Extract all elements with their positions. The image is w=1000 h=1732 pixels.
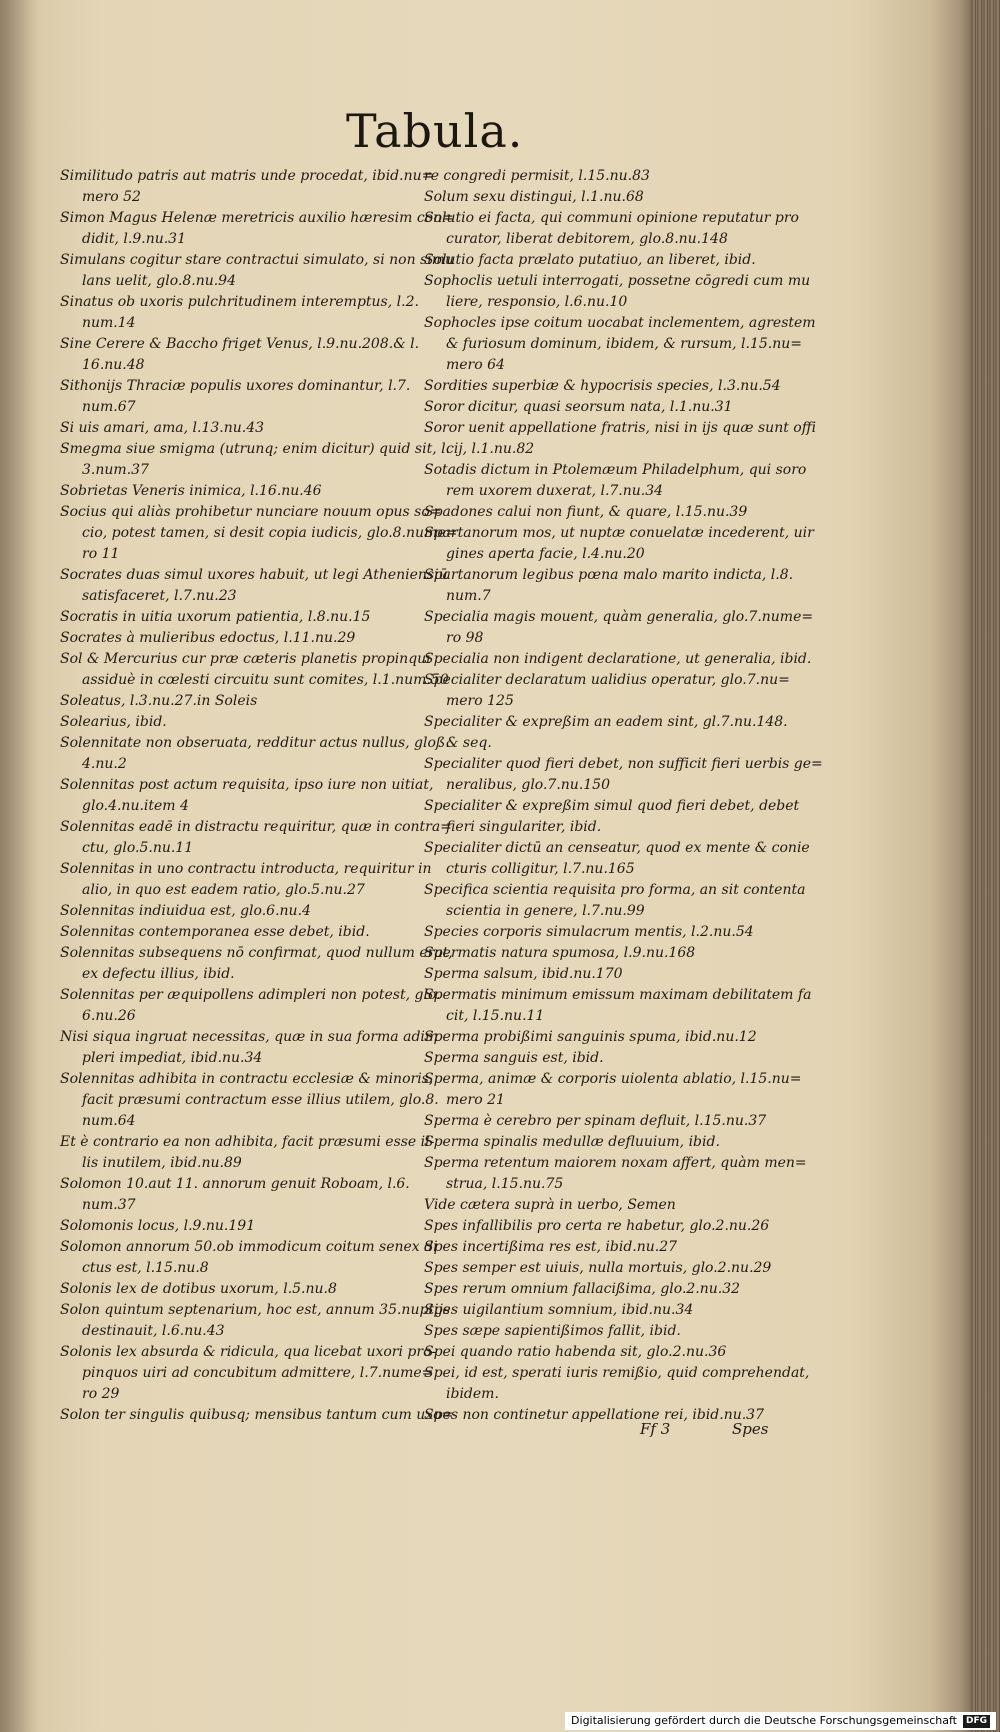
index-entry: [60, 691, 438, 712]
index-entry-line: 6.nu.26: [82, 1008, 136, 1024]
index-entry: [60, 439, 451, 481]
index-entry-line: ex defectu illius, ibid.: [82, 966, 235, 982]
index-entry: [424, 502, 772, 523]
index-column-right: [424, 166, 823, 1426]
index-entry: [424, 565, 794, 607]
index-entry: [424, 1153, 807, 1195]
index-entry-line: Specialia non indigent declaratione, ut generalia, ibid.: [424, 651, 812, 667]
index-entry-line: curator, liberat debitorem, glo.8.nu.148: [446, 231, 728, 247]
index-entry: [60, 1300, 451, 1342]
index-entry: [424, 1237, 772, 1258]
index-entry: [424, 1195, 772, 1216]
index-entry: [60, 166, 438, 208]
index-entry-line: Sperma sanguis est, ibid.: [424, 1050, 604, 1066]
dfg-logo: DFG: [963, 1715, 990, 1728]
index-entry-line: ibidem.: [446, 1386, 499, 1402]
index-entry-line: ctus est, l.15.nu.8: [82, 1260, 209, 1276]
index-entry: [424, 1111, 772, 1132]
index-entry: [424, 796, 800, 838]
index-entry: [424, 1363, 810, 1405]
index-entry-line: Sperma salsum, ibid.nu.170: [424, 966, 623, 982]
index-entry: [424, 250, 772, 271]
index-entry: [60, 1069, 438, 1132]
index-entry: [424, 166, 772, 187]
index-entry: [60, 565, 448, 607]
index-entry: [60, 733, 450, 775]
index-entry: [424, 670, 790, 712]
index-entry-line: Spei quando ratio habenda sit, glo.2.nu.36: [424, 1344, 727, 1360]
index-entry-line: Solennitate non obseruata, redditur actus nullus, gloß.: [60, 735, 450, 751]
index-entry-line: num.14: [82, 315, 136, 331]
index-entry-line: Solennitas per æquipollens adimpleri non potest, glo.: [60, 987, 441, 1003]
index-entry: [424, 964, 772, 985]
index-entry: [424, 1321, 772, 1342]
index-entry-line: Specialiter & expreßim simul quod fieri debet, debet: [424, 798, 800, 814]
index-entry: [60, 901, 438, 922]
index-entry-line: gines aperta facie, l.4.nu.20: [446, 546, 645, 562]
index-entry-line: Similitudo patris aut matris unde procedat, ibid.nu=: [60, 168, 434, 184]
index-entry-line: Socrates à mulieribus edoctus, l.11.nu.29: [60, 630, 356, 646]
index-entry-line: mero 125: [446, 693, 514, 709]
index-entry: [60, 712, 438, 733]
index-entry: [424, 1216, 772, 1237]
index-entry-line: mero 64: [446, 357, 505, 373]
index-entry: [424, 649, 812, 670]
index-entry: [60, 1342, 438, 1405]
index-entry-line: neralibus, glo.7.nu.150: [446, 777, 610, 793]
index-entry-line: Vide cætera suprà in uerbo, Semen: [424, 1197, 676, 1213]
index-entry: [424, 985, 812, 1027]
index-entry-line: scientia in genere, l.7.nu.99: [446, 903, 645, 919]
index-entry-line: liere, responsio, l.6.nu.10: [446, 294, 628, 310]
index-entry: [424, 187, 772, 208]
index-entry-line: Sperma è cerebro per spinam defluit, l.15.nu.37: [424, 1113, 767, 1129]
dfg-footer-text: Digitalisierung gefördert durch die Deutsche Forschungsgemeinschaft: [571, 1714, 957, 1727]
index-entry-line: Solum sexu distingui, l.1.nu.68: [424, 189, 644, 205]
index-entry-line: Si uis amari, ama, l.13.nu.43: [60, 420, 265, 436]
index-entry: [60, 607, 438, 628]
index-entry-line: num.64: [82, 1113, 136, 1129]
index-entry: [60, 859, 438, 901]
index-entry: [60, 1237, 438, 1279]
index-entry-line: 16.nu.48: [82, 357, 145, 373]
index-entry-line: assiduè in cœlesti circuitu sunt comites, l.1.num.50: [82, 672, 449, 688]
index-entry-line: Socrates duas simul uxores habuit, ut legi Atheniensiū: [60, 567, 448, 583]
page-gutter-shadow: [0, 0, 40, 1732]
index-entry-line: & seq.: [446, 735, 492, 751]
index-entry-line: pleri impediat, ibid.nu.34: [82, 1050, 263, 1066]
index-entry-line: cio, potest tamen, si desit copia iudicis, glo.8.nume=: [82, 525, 458, 541]
index-entry-line: Spes sæpe sapientißimos fallit, ibid.: [424, 1323, 681, 1339]
index-entry-line: ro 29: [82, 1386, 120, 1402]
index-entry: [60, 292, 438, 334]
index-entry-line: num.37: [82, 1197, 136, 1213]
index-entry: [424, 607, 814, 649]
index-entry: [424, 1342, 772, 1363]
index-entry-line: Nisi siqua ingruat necessitas, quæ in sua forma adim: [60, 1029, 439, 1045]
index-entry-line: Spadones calui non fiunt, & quare, l.15.nu.39: [424, 504, 748, 520]
index-entry: [424, 1132, 772, 1153]
index-entry-line: 3.num.37: [82, 462, 149, 478]
index-entry-line: strua, l.15.nu.75: [446, 1176, 564, 1192]
index-entry-line: Sophoclis uetuli interrogati, possetne cōgredi cum mu: [424, 273, 811, 289]
index-entry-line: Sperma retentum maiorem noxam affert, quàm men=: [424, 1155, 807, 1171]
index-entry: [60, 1027, 438, 1069]
index-entry: [424, 1027, 772, 1048]
index-entry-line: Sperma spinalis medullæ defluuium, ibid.: [424, 1134, 720, 1150]
index-entry-line: Solennitas in uno contractu introducta, requiritur in: [60, 861, 432, 877]
index-entry-line: Solennitas adhibita in contractu ecclesiæ & minoris,: [60, 1071, 434, 1087]
index-entry-line: Spes incertißima res est, ibid.nu.27: [424, 1239, 678, 1255]
index-entry: [424, 397, 772, 418]
index-entry-line: Solennitas eadē in distractu requiritur, quæ in contra=: [60, 819, 452, 835]
index-entry-line: Soror dicitur, quasi seorsum nata, l.1.nu.31: [424, 399, 733, 415]
index-entry-line: mero 21: [446, 1092, 505, 1108]
index-entry: [60, 1132, 438, 1174]
index-entry-line: Solonis lex absurda & ridicula, qua licebat uxori pro-: [60, 1344, 437, 1360]
index-entry: [60, 1174, 438, 1216]
index-entry-line: Solennitas indiuidua est, glo.6.nu.4: [60, 903, 311, 919]
index-entry: [60, 775, 438, 817]
index-entry-line: Solon quintum septenarium, hoc est, annum 35.nuptijs: [60, 1302, 451, 1318]
page-title: Tabula.: [346, 104, 524, 158]
index-entry: [424, 1405, 772, 1426]
index-entry: [60, 922, 438, 943]
index-entry-line: Sotadis dictum in Ptolemæum Philadelphum, qui soro: [424, 462, 807, 478]
index-entry-line: Sine Cerere & Baccho friget Venus, l.9.nu.208.& l.: [60, 336, 420, 352]
index-entry-line: Solomon annorum 50.ob immodicum coitum senex di: [60, 1239, 438, 1255]
index-entry-line: Soleatus, l.3.nu.27.in Soleis: [60, 693, 258, 709]
index-entry: [60, 1405, 454, 1426]
index-entry: [424, 460, 807, 502]
index-entry-line: Sophocles ipse coitum uocabat inclementem, agrestem: [424, 315, 816, 331]
index-entry-line: Sinatus ob uxoris pulchritudinem interemptus, l.2.: [60, 294, 419, 310]
index-entry: [424, 1069, 802, 1111]
index-entry: [424, 418, 817, 460]
index-entry: [424, 376, 781, 397]
index-entry: [60, 943, 453, 985]
index-entry-line: num.7: [446, 588, 491, 604]
index-entry-line: rem uxorem duxerat, l.7.nu.34: [446, 483, 664, 499]
index-entry-line: Spartanorum legibus pœna malo marito indicta, l.8.: [424, 567, 794, 583]
index-entry: [60, 208, 454, 250]
index-entry: [60, 649, 449, 691]
index-entry-line: Sol & Mercurius cur præ cæteris planetis propinqui: [60, 651, 431, 667]
index-entry: [424, 880, 806, 922]
index-entry-line: Solomonis locus, l.9.nu.191: [60, 1218, 256, 1234]
index-entry: [60, 418, 438, 439]
index-entry-line: Spes non continetur appellatione rei, ibid.nu.37: [424, 1407, 764, 1423]
index-entry: [424, 1279, 772, 1300]
index-entry-line: Spartanorum mos, ut nuptæ conuelatæ incederent, uir: [424, 525, 814, 541]
index-entry-line: Smegma siue smigma (utrunq; enim dicitur) quid sit, l.: [60, 441, 451, 457]
index-entry: [60, 502, 458, 565]
index-entry: [60, 628, 438, 649]
index-entry-line: Spes uigilantium somnium, ibid.nu.34: [424, 1302, 694, 1318]
index-entry-line: Spes rerum omnium fallacißima, glo.2.nu.32: [424, 1281, 741, 1297]
index-entry-line: didit, l.9.nu.31: [82, 231, 186, 247]
index-entry-line: Spes infallibilis pro certa re habetur, glo.2.nu.26: [424, 1218, 770, 1234]
index-entry-line: Species corporis simulacrum mentis, l.2.nu.54: [424, 924, 754, 940]
index-entry-line: Solutio ei facta, qui communi opinione reputatur pro: [424, 210, 799, 226]
index-entry-line: Spermatis minimum emissum maximam debilitatem fa: [424, 987, 812, 1003]
index-entry-line: mero 52: [82, 189, 141, 205]
index-entry-line: Spes semper est uiuis, nulla mortuis, glo.2.nu.29: [424, 1260, 772, 1276]
index-entry: [424, 1300, 772, 1321]
index-entry-line: Simulans cogitur stare contractui simulato, si non simu: [60, 252, 454, 268]
index-entry: [60, 1216, 438, 1237]
index-entry-line: Solomon 10.aut 11. annorum genuit Roboam, l.6.: [60, 1176, 410, 1192]
index-entry: [60, 334, 438, 376]
index-entry-line: Solon ter singulis quibusq; mensibus tantum cum uxo=: [60, 1407, 454, 1423]
index-entry: [424, 943, 772, 964]
index-entry-line: Solearius, ibid.: [60, 714, 167, 730]
index-entry-line: fieri singulariter, ibid.: [446, 819, 602, 835]
index-entry-line: glo.4.nu.item 4: [82, 798, 189, 814]
index-entry-line: cturis colligitur, l.7.nu.165: [446, 861, 635, 877]
index-entry-line: Sordities superbiæ & hypocrisis species, l.3.nu.54: [424, 378, 781, 394]
index-entry-line: Solonis lex de dotibus uxorum, l.5.nu.8: [60, 1281, 337, 1297]
index-entry-line: Socratis in uitia uxorum patientia, l.8.nu.15: [60, 609, 371, 625]
index-entry: [424, 1258, 772, 1279]
index-entry-line: Spermatis natura spumosa, l.9.nu.168: [424, 945, 696, 961]
index-entry: [424, 838, 810, 880]
index-entry-line: Sperma, animæ & corporis uiolenta ablatio, l.15.nu=: [424, 1071, 802, 1087]
index-entry: [424, 523, 814, 565]
index-entry-line: satisfaceret, l.7.nu.23: [82, 588, 237, 604]
index-entry-line: Solennitas subsequens nō confirmat, quod nullum erat,: [60, 945, 453, 961]
index-entry-line: Sperma probißimi sanguinis spuma, ibid.nu.12: [424, 1029, 757, 1045]
index-entry: [424, 922, 772, 943]
index-entry-line: Specialiter & expreßim an eadem sint, gl.7.nu.148.: [424, 714, 788, 730]
index-entry-line: Solennitas contemporanea esse debet, ibid.: [60, 924, 370, 940]
index-entry-line: lans uelit, glo.8.nu.94: [82, 273, 236, 289]
index-entry-line: ctu, glo.5.nu.11: [82, 840, 194, 856]
index-entry-line: lis inutilem, ibid.nu.89: [82, 1155, 242, 1171]
index-entry: [424, 1048, 772, 1069]
index-column-left: [60, 166, 458, 1426]
index-entry-line: alio, in quo est eadem ratio, glo.5.nu.27: [82, 882, 365, 898]
index-entry: [424, 313, 816, 376]
index-entry-line: 4.nu.2: [82, 756, 127, 772]
index-entry: [424, 712, 788, 754]
index-entry-line: Et è contrario ea non adhibita, facit præsumi esse il-: [60, 1134, 435, 1150]
index-entry: [60, 481, 438, 502]
dfg-footer-banner: [565, 1712, 996, 1730]
index-entry-line: Sithonijs Thraciæ populis uxores dominantur, l.7.: [60, 378, 411, 394]
index-entry: [424, 271, 811, 313]
index-entry-line: destinauit, l.6.nu.43: [82, 1323, 225, 1339]
index-entry-line: Simon Magus Helenæ meretricis auxilio hæresim con=: [60, 210, 454, 226]
index-entry: [60, 1279, 438, 1300]
signature-mark: Ff 3: [640, 1420, 671, 1438]
index-entry: [424, 754, 823, 796]
index-entry-line: ro 11: [82, 546, 120, 562]
index-entry-line: Specialiter dictū an censeatur, quod ex mente & conie: [424, 840, 810, 856]
index-entry: [60, 250, 454, 292]
index-entry-line: Soror uenit appellatione fratris, nisi in ijs quæ sunt offi: [424, 420, 817, 436]
index-entry: [60, 985, 441, 1027]
index-entry-line: Specialia magis mouent, quàm generalia, glo.7.nume=: [424, 609, 814, 625]
index-entry-line: pinquos uiri ad concubitum admittere, l.7.nume=: [82, 1365, 434, 1381]
index-entry-line: re congredi permisit, l.15.nu.83: [424, 168, 650, 184]
catchword: Spes: [732, 1420, 769, 1438]
index-entry-line: Spei, id est, sperati iuris remißio, quid comprehendat,: [424, 1365, 810, 1381]
page-edge-strips: [970, 0, 1000, 1732]
index-entry-line: cij, l.1.nu.82: [446, 441, 535, 457]
index-entry-line: Specialiter quod fieri debet, non sufficit fieri uerbis ge=: [424, 756, 823, 772]
index-entry: [424, 208, 799, 250]
index-entry-line: Sobrietas Veneris inimica, l.16.nu.46: [60, 483, 322, 499]
index-entry-line: & furiosum dominum, ibidem, & rursum, l.15.nu=: [446, 336, 802, 352]
index-entry: [60, 376, 438, 418]
index-entry: [60, 817, 452, 859]
index-entry-line: ro 98: [446, 630, 484, 646]
index-entry-line: Specialiter declaratum ualidius operatur, glo.7.nu=: [424, 672, 790, 688]
index-entry-line: Specifica scientia requisita pro forma, an sit contenta: [424, 882, 806, 898]
index-entry-line: num.67: [82, 399, 136, 415]
index-entry-line: cit, l.15.nu.11: [446, 1008, 545, 1024]
index-entry-line: Solutio facta prælato putatiuo, an liberet, ibid.: [424, 252, 756, 268]
index-entry-line: facit præsumi contractum esse illius utilem, glo.8.: [82, 1092, 439, 1108]
index-entry-line: Socius qui aliàs prohibetur nunciare nouum opus so=: [60, 504, 442, 520]
index-entry-line: Solennitas post actum requisita, ipso iure non uitiat,: [60, 777, 434, 793]
